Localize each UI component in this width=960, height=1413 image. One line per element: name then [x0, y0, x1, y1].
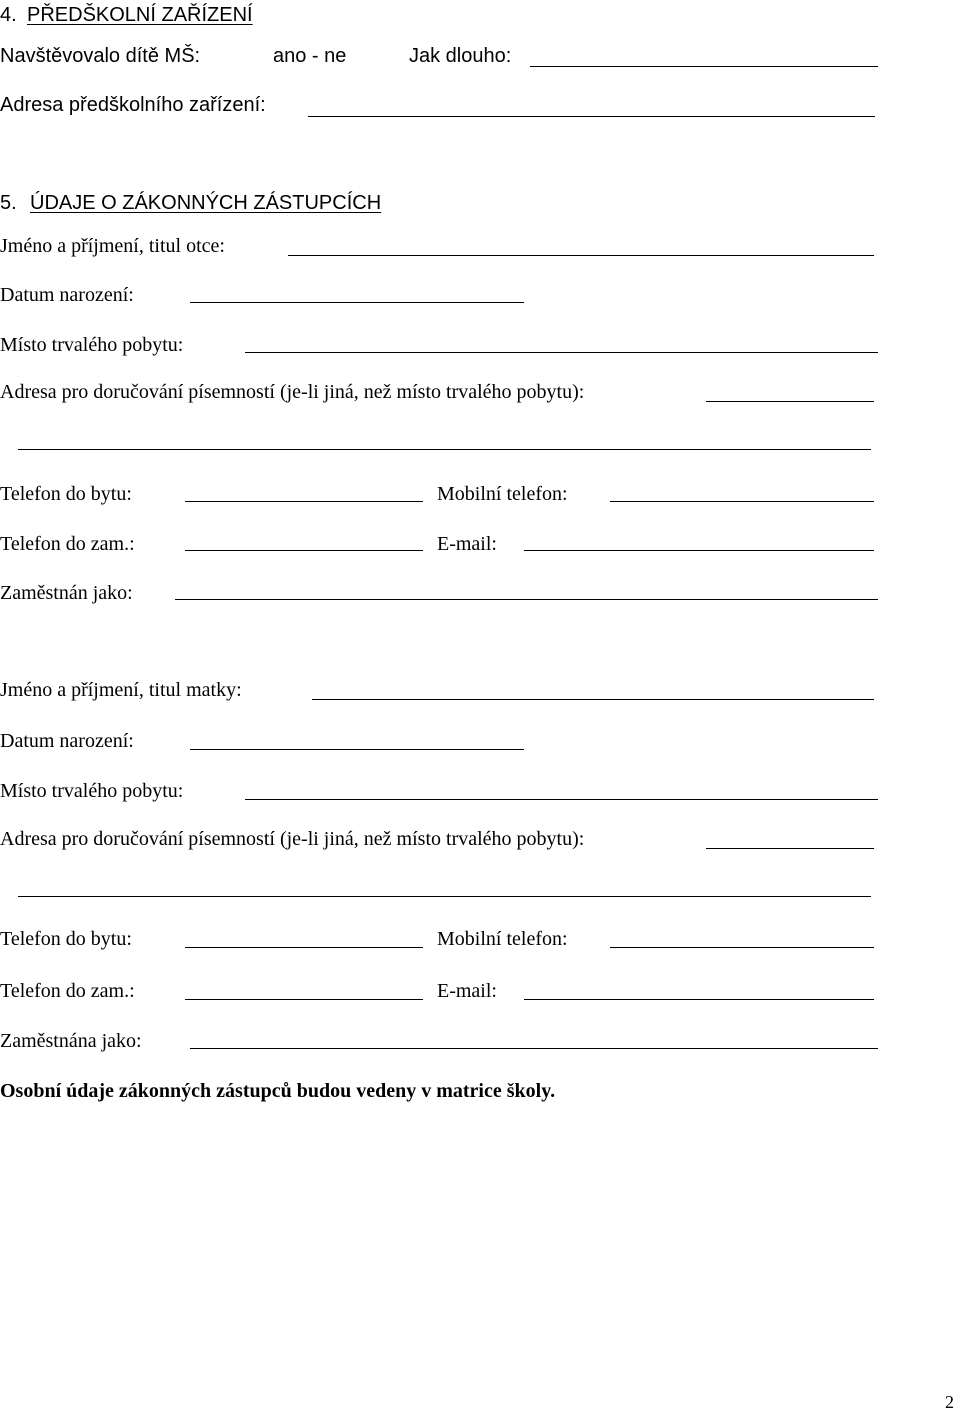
section-4-title: PŘEDŠKOLNÍ ZAŘÍZENÍ — [27, 4, 253, 26]
father-home-phone-field[interactable] — [185, 501, 423, 502]
mother-work-phone-label: Telefon do zam.: — [0, 980, 135, 1002]
section-4-number: 4. — [0, 4, 17, 26]
father-name-label: Jméno a příjmení, titul otce: — [0, 235, 225, 257]
father-birth-label: Datum narození: — [0, 284, 134, 306]
father-delivery-field-line2[interactable] — [18, 449, 871, 450]
mother-work-phone-field[interactable] — [185, 999, 423, 1000]
mother-mobile-field[interactable] — [610, 947, 874, 948]
mother-birth-field[interactable] — [190, 749, 524, 750]
how-long-label: Jak dlouho: — [409, 45, 512, 67]
father-birth-field[interactable] — [190, 302, 524, 303]
father-employed-field[interactable] — [175, 599, 878, 600]
father-home-phone-label: Telefon do bytu: — [0, 483, 132, 505]
preschool-address-label: Adresa předškolního zařízení: — [0, 94, 266, 116]
mother-name-label: Jméno a příjmení, titul matky: — [0, 679, 242, 701]
mother-delivery-label: Adresa pro doručování písemností (je-li jiná, než místo trvalého pobytu): — [0, 828, 585, 850]
father-delivery-label: Adresa pro doručování písemností (je-li jiná, než místo trvalého pobytu): — [0, 381, 585, 403]
mother-residence-label: Místo trvalého pobytu: — [0, 780, 184, 802]
father-mobile-label: Mobilní telefon: — [437, 483, 568, 505]
father-residence-label: Místo trvalého pobytu: — [0, 334, 184, 356]
mother-home-phone-field[interactable] — [185, 947, 423, 948]
preschool-address-field[interactable] — [308, 116, 875, 117]
father-residence-field[interactable] — [245, 352, 878, 353]
mother-birth-label: Datum narození: — [0, 730, 134, 752]
father-employed-label: Zaměstnán jako: — [0, 582, 133, 604]
father-email-label: E-mail: — [437, 533, 497, 555]
father-work-phone-field[interactable] — [185, 550, 423, 551]
mother-residence-field[interactable] — [245, 799, 878, 800]
section-5-title: ÚDAJE O ZÁKONNÝCH ZÁSTUPCÍCH — [30, 192, 382, 214]
father-mobile-field[interactable] — [610, 501, 874, 502]
attended-label: Navštěvovalo dítě MŠ: — [0, 45, 201, 67]
how-long-field[interactable] — [530, 66, 878, 67]
mother-employed-label: Zaměstnána jako: — [0, 1030, 142, 1052]
mother-email-label: E-mail: — [437, 980, 497, 1002]
mother-delivery-field[interactable] — [706, 848, 874, 849]
mother-name-field[interactable] — [312, 699, 874, 700]
personal-data-note: Osobní údaje zákonných zástupců budou vedeny v matrice školy. — [0, 1080, 556, 1102]
father-name-field[interactable] — [288, 255, 874, 256]
attended-options[interactable]: ano - ne — [273, 45, 347, 67]
mother-delivery-field-line2[interactable] — [18, 896, 871, 897]
father-work-phone-label: Telefon do zam.: — [0, 533, 135, 555]
mother-home-phone-label: Telefon do bytu: — [0, 928, 132, 950]
page-number: 2 — [945, 1392, 954, 1412]
father-delivery-field[interactable] — [706, 401, 874, 402]
section-5-number: 5. — [0, 192, 17, 214]
mother-mobile-label: Mobilní telefon: — [437, 928, 568, 950]
mother-employed-field[interactable] — [190, 1048, 878, 1049]
mother-email-field[interactable] — [524, 999, 874, 1000]
father-email-field[interactable] — [524, 550, 874, 551]
